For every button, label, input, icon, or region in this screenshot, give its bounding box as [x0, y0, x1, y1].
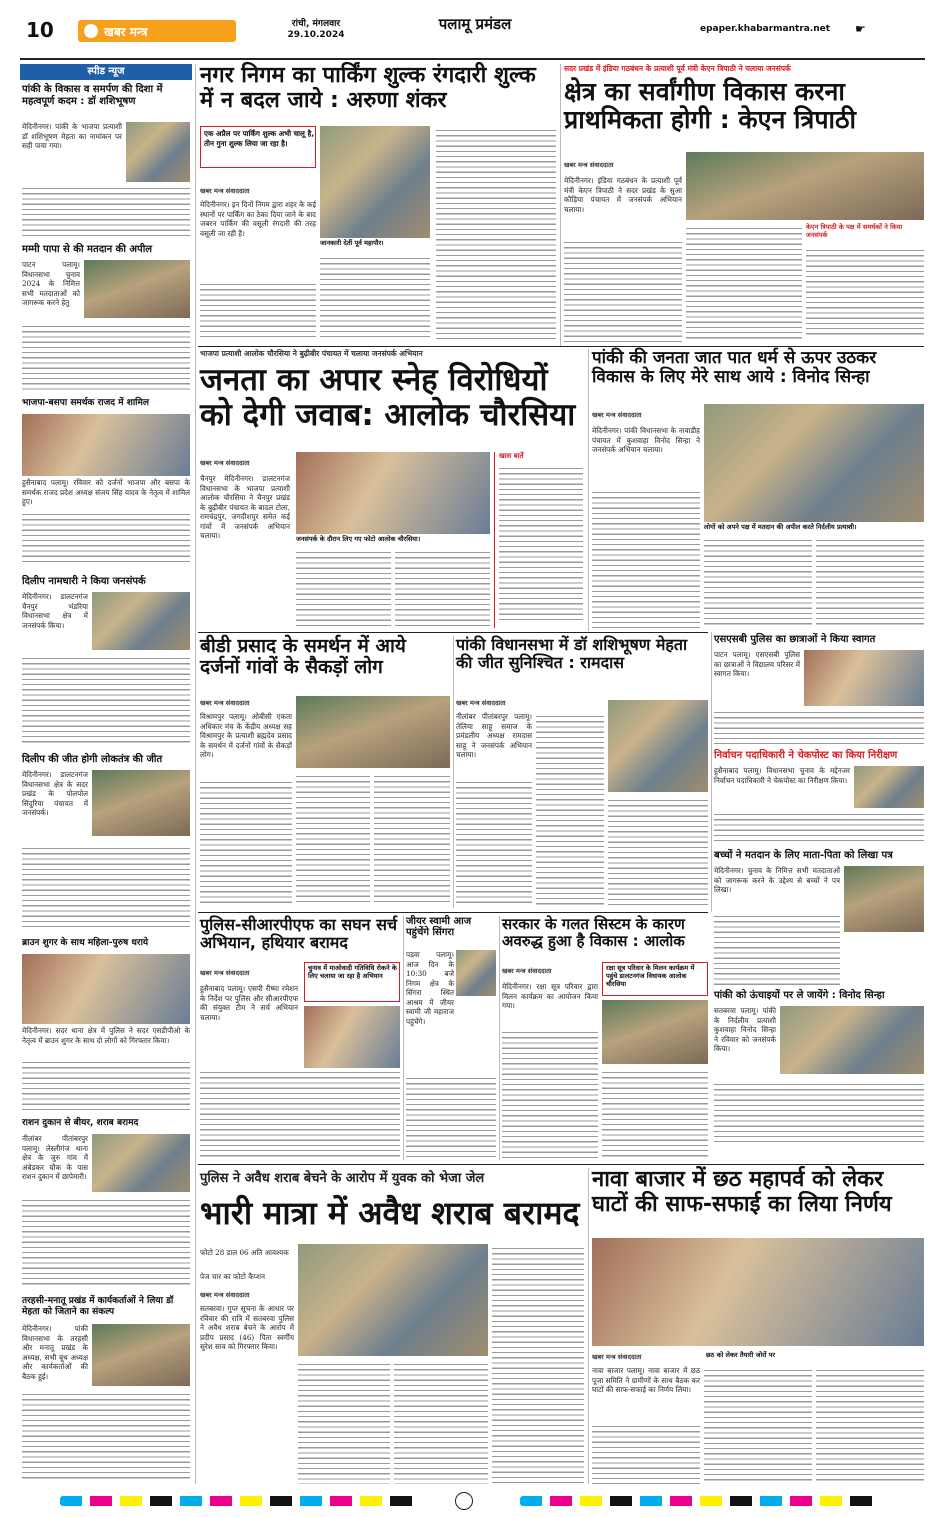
story-body: [296, 548, 391, 628]
story-lead: हुसैनाबाद पलामू। विधानसभा चुनाव के मद्देनजर निर्वाचन पदाधिकारी ने चेकपोस्ट का निरीक्षण किया।: [714, 766, 850, 785]
story-photo: [602, 1000, 708, 1064]
story-body: [200, 1068, 400, 1160]
section-divider: [198, 632, 708, 633]
story-body: [592, 488, 700, 628]
story-headline: पुलिस-सीआरपीएफ का सघन सर्च अभियान, हथियार बरामद: [200, 915, 398, 952]
speed-news-body: [22, 184, 190, 238]
story-lead: मेदिनीनगर। इन दिनों निगम द्वारा शहर के कई स्थानों पर पार्किंग का ठेका दिया जाने के बाद जबरन पार्किंग की वसूली रंगदारी की तरह वसूली जा रही है।: [200, 200, 316, 238]
speed-news-headline: तरहसी-मनातू प्रखंड में कार्यकर्ताओं ने लिया डॉ मेहता को जिताने का संकल्प: [22, 1296, 174, 1317]
speed-news-headline: दिलीप की जीत होगी लोकतंत्र की जीत: [22, 754, 163, 765]
section-divider: [198, 912, 708, 913]
photo-caption: जानकारी देतीं पूर्व महापौर।: [320, 240, 430, 250]
callout-text: चुनाव में माओवादी गतिविधि रोकने के लिए चलाया जा रहा है अभियान: [308, 965, 398, 999]
speed-news-lead: मेदिनीनगर। डालटनगंज चैनपुर भंडरिया विधानसभा क्षेत्र में जनसंपर्क किया।: [22, 592, 88, 630]
callout-box: [304, 962, 400, 1002]
highlight-box: [200, 126, 316, 168]
page-number: 10: [26, 18, 54, 42]
speed-news-photo: [126, 122, 190, 182]
column-divider: [711, 632, 712, 912]
story-lead: मेदिनीनगर। इंडिया गठबंधन के प्रत्याशी पूर्व मंत्री केएन त्रिपाठी ने सदर प्रखंड के सुआ कौड़िया पंचायत में जनसंपर्क अभियान चलाया।: [564, 176, 682, 214]
story-body: [704, 1366, 812, 1484]
story-body: [456, 778, 532, 906]
column-divider: [560, 64, 561, 346]
story-headline: सरकार के गलत सिस्टम के कारण अवरुद्ध हुआ है विकास : आलोक: [502, 915, 685, 950]
speed-news-photo: [92, 592, 190, 650]
column-divider: [195, 64, 196, 1484]
story-body: [686, 224, 802, 342]
photo-caption: लोगों को अपने पक्ष में मतदान की अपील करते निर्दलीय प्रत्याशी।: [704, 524, 924, 534]
story-photo: [854, 766, 924, 808]
story-headline: बीडी प्रसाद के समर्थन में आये दर्जनों गांवों के सैकड़ों लोग: [200, 635, 406, 679]
byline: खबर मन्त्र संवाददाता: [564, 161, 614, 169]
speed-news-column: [20, 64, 192, 1484]
story-kicker: सदर प्रखंड में इंडिया गठबंधन के प्रत्याशी पूर्व मंत्री केएन त्रिपाठी ने चलाया जनसंपर्क: [564, 64, 791, 73]
story-headline: भारी मात्रा में अवैध शराब बरामद: [200, 1194, 580, 1232]
column-divider: [499, 916, 500, 1160]
story-lead: नीलांबर पीतांबरपुर पलामू। तेलिया साहू समाज के प्रमंडलीय अध्यक्ष रामदास साहू ने जनसंपर्क अभियान चलाया।: [456, 712, 532, 759]
callout-text: रक्षा सूत्र परिवार के मिलन कार्यक्रम में पहुंचे डालटनगंज विधायक आलोक चौरसिया: [606, 965, 706, 995]
story-lead: सतबरवा पलामू। पांकी के निर्दलीय प्रत्याशी कुशवाहा विनोद सिन्हा ने रविवार को जनसंपर्क किया।: [714, 1006, 776, 1053]
story-body: [492, 1244, 584, 1484]
speed-news-body: [22, 1058, 190, 1110]
registration-mark-icon: [455, 1492, 473, 1510]
story-photo: [608, 700, 708, 792]
column-divider: [453, 636, 454, 908]
story-lead: नावा बाजार पलामू। नावा बाजार में छठ पूजा समिति ने ग्रामीणों के साथ बैठक कर घाटों की साफ-सफाई का निर्णय लिया।: [592, 1366, 700, 1394]
masthead-bar: [78, 20, 236, 42]
speed-news-body: [22, 654, 190, 746]
speed-news-photo: [84, 260, 190, 318]
paper-name: खबर मन्त्र: [104, 25, 148, 39]
sidebar-box: [494, 452, 584, 628]
story-headline: एसएसबी पुलिस का छात्राओं ने किया स्वागत: [714, 634, 876, 645]
speed-news-headline: मम्मी पापा से की मतदान की अपील: [22, 244, 153, 255]
byline: खबर मन्त्र संवाददाता: [502, 967, 552, 975]
story-photo: [320, 126, 430, 238]
speed-news-lead: मेदिनीनगर। सदर थाना क्षेत्र में पुलिस ने सदर एसडीपीओ के नेतृत्व में ब्राउन शुगर के साथ दो लोगों को गिरफ्तार किया।: [22, 1026, 190, 1045]
story-photo: [298, 1244, 488, 1356]
speed-news-lead: मेदिनीनगर। पांकी विधानसभा के तरहसी और मनातू प्रखंड के अध्यक्ष, सभी बूथ अध्यक्ष और कार्यकर्ताओं की बैठक हुई।: [22, 1324, 88, 1381]
photo-note: फोटो 28 डाल 06 अति आवश्यक: [200, 1248, 289, 1257]
story-body: [714, 810, 924, 844]
byline: खबर मन्त्र संवाददाता: [200, 699, 250, 707]
story-photo: [686, 152, 924, 220]
section-title: पलामू प्रमंडल: [438, 15, 512, 33]
speed-news-label: स्पीड न्यूज: [20, 64, 192, 80]
speed-news-photo: [22, 954, 190, 1024]
masthead: [0, 0, 945, 62]
story-headline: नावा बाजार में छठ महापर्व को लेकर घाटों की साफ-सफाई का लिया निर्णय: [592, 1167, 892, 1217]
story-body: [536, 712, 604, 906]
section-divider: [198, 346, 924, 347]
story-photo: [780, 1006, 924, 1074]
sidebar-label: खास बातें: [499, 452, 524, 460]
sidebar-body: [499, 464, 583, 624]
story-kicker: पुलिस ने अवैध शराब बेचने के आरोप में युवक को भेजा जेल: [200, 1171, 485, 1186]
story-headline: नगर निगम का पार्किंग शुल्क रंगदारी शुल्क में न बदल जाये : अरुणा शंकर: [200, 63, 536, 113]
speed-news-lead: मेदिनीनगर। डालटनगंज विधानसभा क्षेत्र के सदर प्रखंड के पोलपोल सिंदुरिया पंचायत में जनसंपर्क।: [22, 770, 88, 817]
speed-news-photo: [92, 1134, 190, 1192]
story-body: [816, 536, 924, 628]
story-body: [406, 1074, 496, 1160]
speed-news-headline: राशन दुकान से बीयर, शराब बरामद: [22, 1118, 139, 1128]
story-body: [320, 254, 430, 340]
highlight-text: एक अप्रैल पर पार्किंग शुल्क अभी चालू है, तीन गुना शुल्क लिया जा रहा है।: [204, 129, 314, 148]
speed-news-body: [22, 322, 190, 392]
byline: खबर मन्त्र संवाददाता: [200, 969, 250, 977]
story-headline: जनता का अपार स्नेह विरोधियों को देगी जवाब: आलोक चौरसिया: [200, 362, 576, 433]
story-lead: विश्रामपुर पलामू। ओबीसी एकता अधिकार मंच के केंद्रीय अध्यक्ष सह विश्रामपुर के प्रत्याशी ब्रह्मदेव प्रसाद के समर्थन में दर्जनों गांवों के सैकड़ों लोग।: [200, 712, 292, 759]
byline: खबर मन्त्र संवाददाता: [200, 187, 250, 195]
section-divider: [198, 1164, 924, 1165]
story-body: [298, 1360, 390, 1484]
story-photo: [296, 452, 490, 534]
story-lead: चैनपुर मेदिनीनगर। डालटनगंज विधानसभा के भाजपा प्रत्याशी आलोक चौरसिया ने चैनपुर प्रखंड के बुढ़ीबीर पंचायत के बादल टोला, रामचंद्रपुर, जगदीशपुर समेत कई गांवों में जनसंपर्क अभियान चलाया।: [200, 474, 290, 540]
speed-news-lead: पाटन पलामू। विधानसभा चुनाव 2024 के निमित्त सभी मतदाताओं को जागरूक करने हेतु: [22, 260, 80, 307]
color-swatch-left: [60, 1496, 420, 1506]
story-headline: जीयर स्वामी आज पहुंचेंगे सिंगरा: [406, 916, 472, 939]
story-headline: क्षेत्र का सर्वांगीण विकास करना प्राथमिकता होगी : केएन त्रिपाठी: [564, 77, 856, 134]
story-lead: पाटन पलामू। एसएसबी पुलिस का छात्राओं ने विद्यालय परिसर में स्वागत किया।: [714, 650, 800, 678]
column-divider: [588, 1168, 589, 1484]
story-body: [200, 778, 292, 906]
story-lead: मेदिनीनगर। पांकी विधानसभा के नावाडीह पंचायत में कुशवाहा विनोद सिन्हा ने जनसंपर्क अभियान चलाया।: [592, 426, 700, 454]
story-photo: [804, 650, 924, 706]
story-headline: बच्चों ने मतदान के लिए माता-पिता को लिखा पत्र: [714, 850, 893, 861]
column-divider: [588, 349, 589, 631]
column-divider: [403, 916, 404, 1160]
story-headline: पांकी विधानसभा में डॉ शशिभूषण मेहता की जीत सुनिश्चित : रामदास: [456, 635, 688, 672]
masthead-divider: [20, 58, 925, 60]
story-body: [592, 1422, 700, 1484]
story-body: [374, 772, 450, 906]
photo-caption: पेज चार का फोटो कैप्शन: [200, 1272, 265, 1281]
story-body: [816, 1366, 924, 1484]
speed-news-body: [22, 1196, 190, 1288]
speed-news-photo: [92, 770, 190, 836]
story-body: [704, 536, 812, 628]
brand-logo-icon: [84, 24, 98, 38]
story-photo: [456, 950, 496, 996]
speed-news-body: [22, 1390, 190, 1480]
story-photo: [304, 1006, 400, 1068]
print-color-bar: [60, 1492, 885, 1510]
story-lead: सतबरवा। गुप्त सूचना के आधार पर रविवार की रात्रि में सतबरवा पुलिस ने अवैध शराब बेचने के आरोप में प्रदीप प्रसाद (46) पिता स्वर्गीय सुरेश साव को गिरफ्तार किया।: [200, 1304, 294, 1351]
story-lead: मेदिनीनगर। रक्षा सूत्र परिवार द्वारा मिलन कार्यक्रम का आयोजन किया गया।: [502, 982, 598, 1010]
color-swatch-right: [520, 1496, 880, 1506]
photo-caption: केएन त्रिपाठी के पक्ष में समर्थकों ने किया जनसंपर्क: [806, 224, 924, 244]
story-body: [394, 1360, 488, 1484]
story-body: [296, 772, 370, 906]
speed-news-lead: हुसैनाबाद पलामू। रविवार को दर्जनों भाजपा और बसपा के समर्थक राजद प्रदेश अध्यक्ष संजय सिंह यादव के नेतृत्व में शामिल हुए।: [22, 478, 190, 506]
speed-news-photo: [92, 1324, 190, 1386]
byline: खबर मन्त्र संवाददाता: [456, 699, 506, 707]
story-body: [714, 912, 840, 986]
byline: खबर मन्त्र संवाददाता: [200, 1291, 250, 1299]
story-body: [436, 126, 556, 340]
story-photo: [592, 1238, 924, 1346]
callout-box: [602, 962, 708, 996]
story-body: [564, 238, 682, 342]
story-body: [395, 548, 490, 628]
speed-news-headline: पांकी के विकास व समर्पण की दिशा में महत्वपूर्ण कदम : डॉ शशिभूषण: [22, 84, 163, 107]
story-photo: [844, 866, 924, 932]
photo-caption: जनसंपर्क के दौरान लिए गए फोटो आलोक चौरसिया।: [296, 536, 490, 546]
story-headline: निर्वाचन पदाधिकारी ने चेकपोस्ट का किया निरीक्षण: [714, 750, 898, 761]
speed-news-body: [22, 510, 190, 566]
speed-news-headline: भाजपा-बसपा समर्थक राजद में शामिल: [22, 398, 149, 408]
story-body: [714, 708, 924, 744]
masthead-city-day: रांची, मंगलवार: [291, 19, 341, 29]
speed-news-headline: दिलीप नामधारी ने किया जनसंपर्क: [22, 576, 146, 587]
speed-news-photo: [22, 414, 190, 476]
masthead-date: 29.10.2024: [287, 30, 345, 40]
story-lead: पड़वा पलामू। आज दिन के 10:30 बजे निगम क्षेत्र के सिंगरा स्थित आश्रम में जीयर स्वामी जी महाराज पहुंचेंगे।: [406, 950, 454, 1026]
story-body: [502, 1028, 598, 1160]
story-body: [200, 280, 316, 340]
speed-news-headline: ब्राउन शुगर के साथ महिला-पुरुष धराये: [22, 938, 149, 948]
caption-box: [806, 224, 924, 342]
speed-news-lead: मेदिनीनगर। पांकी के भाजपा प्रत्याशी डॉ शशिभूषण मेहता का नामांकन पर सही पाया गया।: [22, 122, 122, 150]
story-lead: हुसैनाबाद पलामू। एसपी रीष्मा रमेशन के निर्देश पर पुलिस और सीआरपीएफ की संयुक्त टीम ने सर्च अभियान चलाया।: [200, 984, 298, 1022]
story-lead: मेदिनीनगर। चुनाव के निमित्त सभी मतदाताओं को जागरूक करने के उद्देश्य से बच्चों ने पत्र लिखा।: [714, 866, 840, 894]
speed-news-lead: नीलांबर पीतांबरपुर पलामू। लेस्लीगंज थाना क्षेत्र के जुरु गांव में अंबेडकर चौक के पास राशन दुकान में छापेमारी।: [22, 1134, 88, 1181]
story-body: [608, 796, 708, 906]
pointer-icon: ☛: [855, 22, 866, 36]
speed-news-body: [22, 844, 190, 928]
story-kicker: भाजपा प्रत्याशी आलोक चौरसिया ने बुढ़ीबीर पंचायत में चलाया जनसंपर्क अभियान: [200, 349, 423, 358]
story-body: [602, 1068, 708, 1160]
story-headline: पांकी की जनता जात पात धर्म से ऊपर उठकर विकास के लिए मेरे साथ आये : विनोद सिन्हा: [592, 348, 877, 388]
story-photo: [704, 404, 924, 522]
photo-caption: छठ को लेकर तैयारी जोरों पर: [706, 1352, 816, 1362]
caption-body: [806, 246, 924, 338]
story-body: [714, 1080, 924, 1142]
byline: खबर मन्त्र संवाददाता: [592, 1353, 642, 1361]
byline: खबर मन्त्र संवाददाता: [592, 411, 642, 419]
website-url[interactable]: epaper.khabarmantra.net: [700, 24, 831, 34]
story-headline: पांकी को ऊंचाइयों पर ले जायेंगे : विनोद सिन्हा: [714, 990, 885, 1001]
story-photo: [296, 696, 450, 768]
byline: खबर मन्त्र संवाददाता: [200, 459, 250, 467]
